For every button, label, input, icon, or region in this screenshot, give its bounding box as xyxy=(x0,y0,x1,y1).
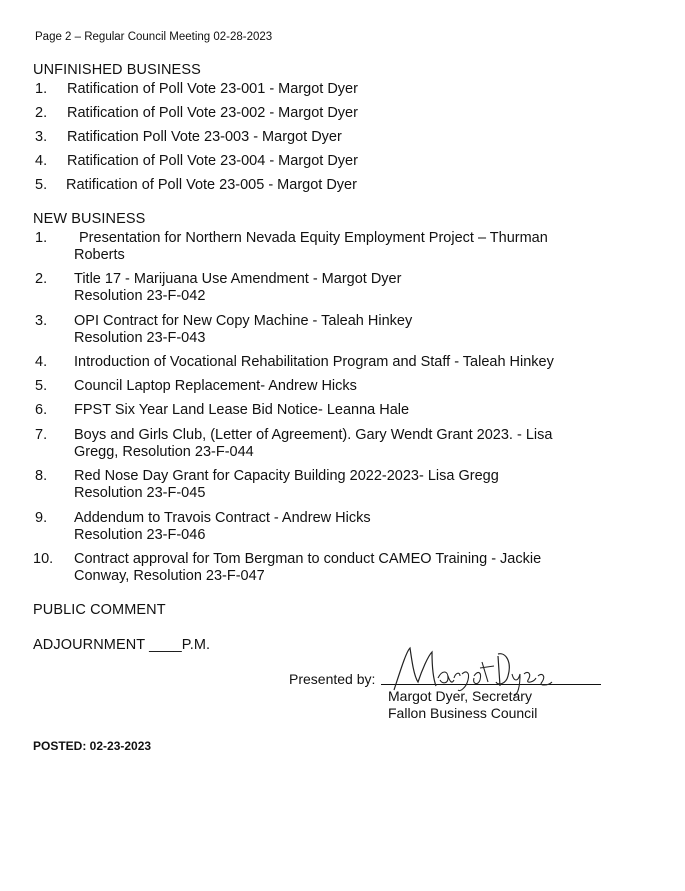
item-text: Ratification of Poll Vote 23-001 - Margot Dyer xyxy=(67,81,358,97)
item-number: 9. xyxy=(35,510,48,526)
item-number: 8. xyxy=(35,468,48,484)
item-text-line: Presentation for Northern Nevada Equity Employment Project – Thurman xyxy=(79,230,548,246)
item-number: 6. xyxy=(35,402,48,418)
item-text-line: Resolution 23-F-042 xyxy=(74,288,206,304)
signatory-name: Margot Dyer, Secretary xyxy=(388,688,532,704)
item-number: 4. xyxy=(35,153,48,169)
posted-date: POSTED: 02-23-2023 xyxy=(33,739,152,753)
item-text-line: Red Nose Day Grant for Capacity Building 2022-2023- Lisa Gregg xyxy=(74,468,499,484)
item-number: 1. xyxy=(35,230,48,246)
item-text-line: OPI Contract for New Copy Machine - Taleah Hinkey xyxy=(74,313,413,329)
public-comment-heading: PUBLIC COMMENT xyxy=(33,602,166,618)
item-text: Ratification of Poll Vote 23-002 - Margot Dyer xyxy=(67,105,358,121)
item-text-line: Resolution 23-F-045 xyxy=(74,485,206,501)
item-number: 2. xyxy=(35,271,48,287)
item-text: Ratification of Poll Vote 23-004 - Margot Dyer xyxy=(67,153,358,169)
item-text-line: Title 17 - Marijuana Use Amendment - Margot Dyer xyxy=(74,271,402,287)
item-text-line: Introduction of Vocational Rehabilitation Program and Staff - Taleah Hinkey xyxy=(74,354,554,370)
item-text-line: FPST Six Year Land Lease Bid Notice- Leanna Hale xyxy=(74,402,410,418)
item-text: Ratification Poll Vote 23-003 - Margot Dyer xyxy=(67,129,342,145)
item-text-line: Conway, Resolution 23-F-047 xyxy=(74,568,265,584)
item-number: 2. xyxy=(35,105,48,121)
item-number: 5. xyxy=(35,177,48,193)
item-text-line: Resolution 23-F-043 xyxy=(74,330,206,346)
item-text-line: Boys and Girls Club, (Letter of Agreement). Gary Wendt Grant 2023. - Lisa xyxy=(74,427,553,443)
item-text-line: Resolution 23-F-046 xyxy=(74,527,206,543)
new-business-heading: NEW BUSINESS xyxy=(33,211,146,227)
signatory-organization: Fallon Business Council xyxy=(388,705,538,721)
page-header: Page 2 – Regular Council Meeting 02-28-2023 xyxy=(35,31,273,43)
adjournment-line: ADJOURNMENT ____P.M. xyxy=(33,637,211,653)
item-text-line: Roberts xyxy=(74,247,125,263)
item-number: 7. xyxy=(35,427,48,443)
item-text-line: Council Laptop Replacement- Andrew Hicks xyxy=(74,378,357,394)
item-number: 3. xyxy=(35,313,48,329)
item-number: 10. xyxy=(33,551,54,567)
item-number: 4. xyxy=(35,354,48,370)
unfinished-business-heading: UNFINISHED BUSINESS xyxy=(33,62,201,78)
item-text-line: Contract approval for Tom Bergman to conduct CAMEO Training - Jackie xyxy=(74,551,542,567)
item-number: 5. xyxy=(35,378,48,394)
item-text-line: Addendum to Travois Contract - Andrew Hicks xyxy=(74,510,371,526)
item-number: 3. xyxy=(35,129,48,145)
item-number: 1. xyxy=(35,81,48,97)
item-text: Ratification of Poll Vote 23-005 - Margot Dyer xyxy=(66,177,357,193)
presented-by-label: Presented by: xyxy=(289,671,376,687)
item-text-line: Gregg, Resolution 23-F-044 xyxy=(74,444,254,460)
